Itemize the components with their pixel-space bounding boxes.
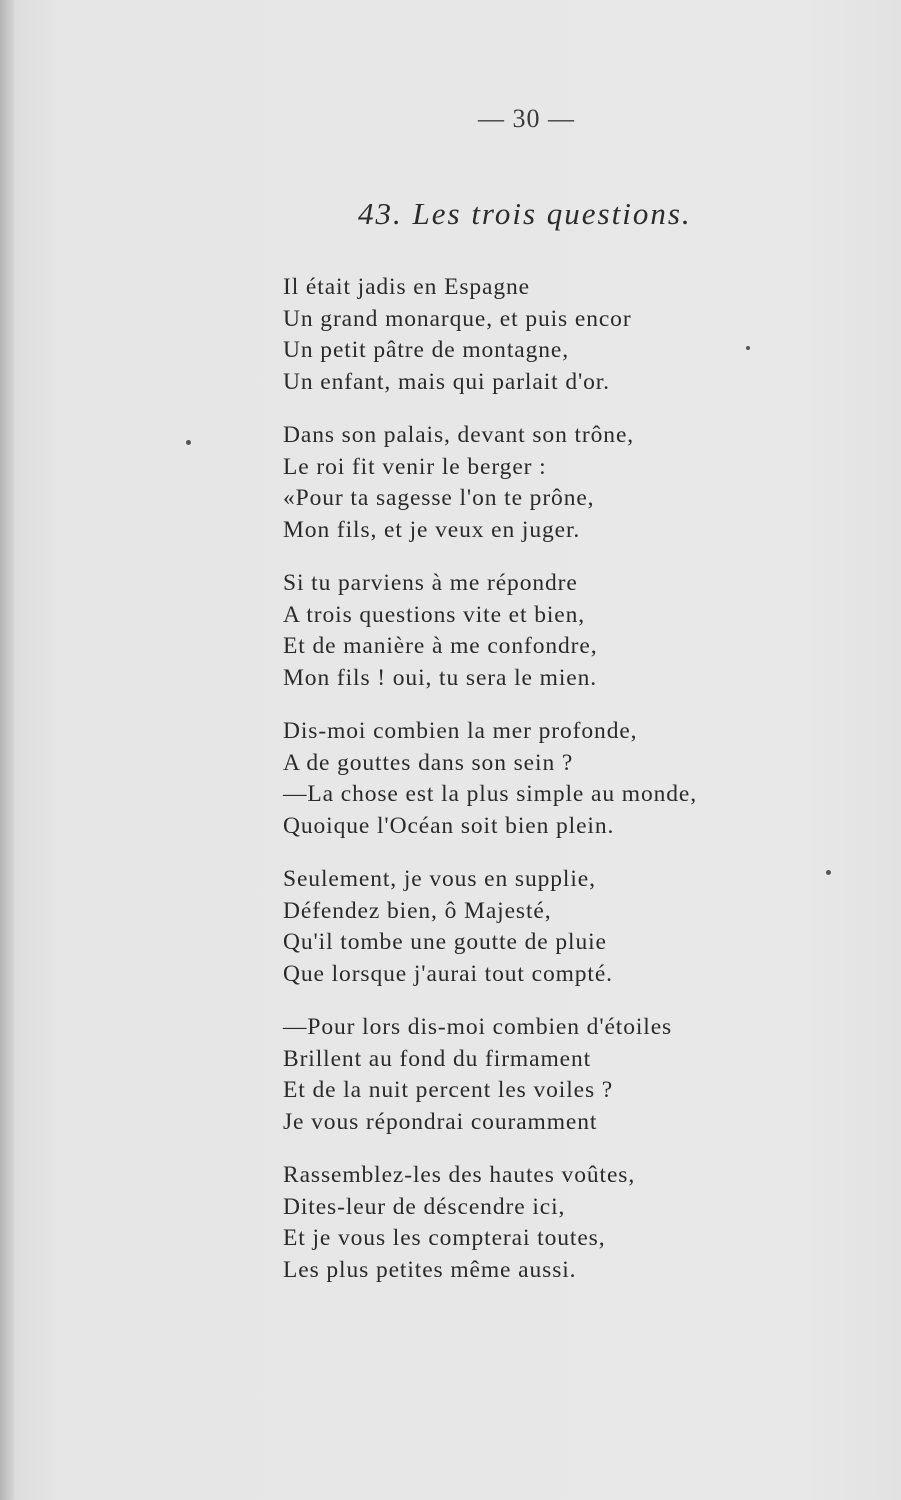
- poem-line: Mon fils, et je veux en juger.: [283, 516, 581, 543]
- stanza: [283, 420, 697, 546]
- poem-line: Un petit pâtre de montagne,: [283, 337, 569, 363]
- poem-line: A de gouttes dans son sein ?: [283, 749, 574, 776]
- poem-line: Mon fils ! oui, tu sera le mien.: [283, 664, 598, 691]
- poem-title: 43. Les trois questions.: [358, 196, 692, 231]
- poem-line: Si tu parviens à me répondre: [283, 570, 578, 596]
- poem-line: Brillent au fond du firmament: [283, 1045, 592, 1072]
- stanza: [283, 568, 697, 694]
- paper-speck: [746, 346, 750, 350]
- poem-line: Qu'il tombe une goutte de pluie: [283, 929, 607, 955]
- poem-line: A trois questions vite et bien,: [283, 601, 586, 628]
- poem-line: —Pour lors dis-moi combien d'étoiles: [283, 1014, 673, 1040]
- poem-line: Seulement, je vous en supplie,: [283, 866, 596, 892]
- poem-line: Les plus petites même aussi.: [283, 1256, 577, 1283]
- poem-line: Et de la nuit percent les voiles ?: [283, 1077, 614, 1103]
- stanza: [283, 1160, 697, 1286]
- stanza: [283, 716, 697, 842]
- poem-line: Dis-moi combien la mer profonde,: [283, 718, 638, 744]
- poem-line: Le roi fit venir le berger :: [283, 453, 547, 480]
- poem-line: Un enfant, mais qui parlait d'or.: [283, 368, 610, 395]
- poem-line: Et de manière à me confondre,: [283, 633, 598, 659]
- stanza: [283, 1012, 697, 1138]
- stanza: [283, 272, 697, 398]
- poem-line: Et je vous les compterai toutes,: [283, 1225, 606, 1251]
- poem-line: Dites-leur de déscendre ici,: [283, 1193, 566, 1220]
- poem-body: [283, 272, 697, 1308]
- poem-line: Je vous répondrai couramment: [283, 1108, 598, 1135]
- poem-line: Quoique l'Océan soit bien plein.: [283, 812, 615, 839]
- poem-line: Dans son palais, devant son trône,: [283, 422, 635, 448]
- paper-speck: [186, 440, 191, 445]
- paper-speck: [826, 870, 831, 875]
- poem-line: «Pour ta sagesse l'on te prône,: [283, 485, 595, 511]
- poem-line: —La chose est la plus simple au monde,: [283, 781, 698, 807]
- poem-line: Rassemblez-les des hautes voûtes,: [283, 1162, 636, 1188]
- poem-line: Que lorsque j'aurai tout compté.: [283, 960, 613, 987]
- poem-line: Il était jadis en Espagne: [283, 274, 530, 300]
- page-binding-edge: [0, 0, 14, 1500]
- poem-line: Un grand monarque, et puis encor: [283, 305, 632, 332]
- poem-line: Défendez bien, ô Majesté,: [283, 897, 552, 924]
- page-number: — 30 —: [478, 104, 575, 133]
- stanza: [283, 864, 697, 990]
